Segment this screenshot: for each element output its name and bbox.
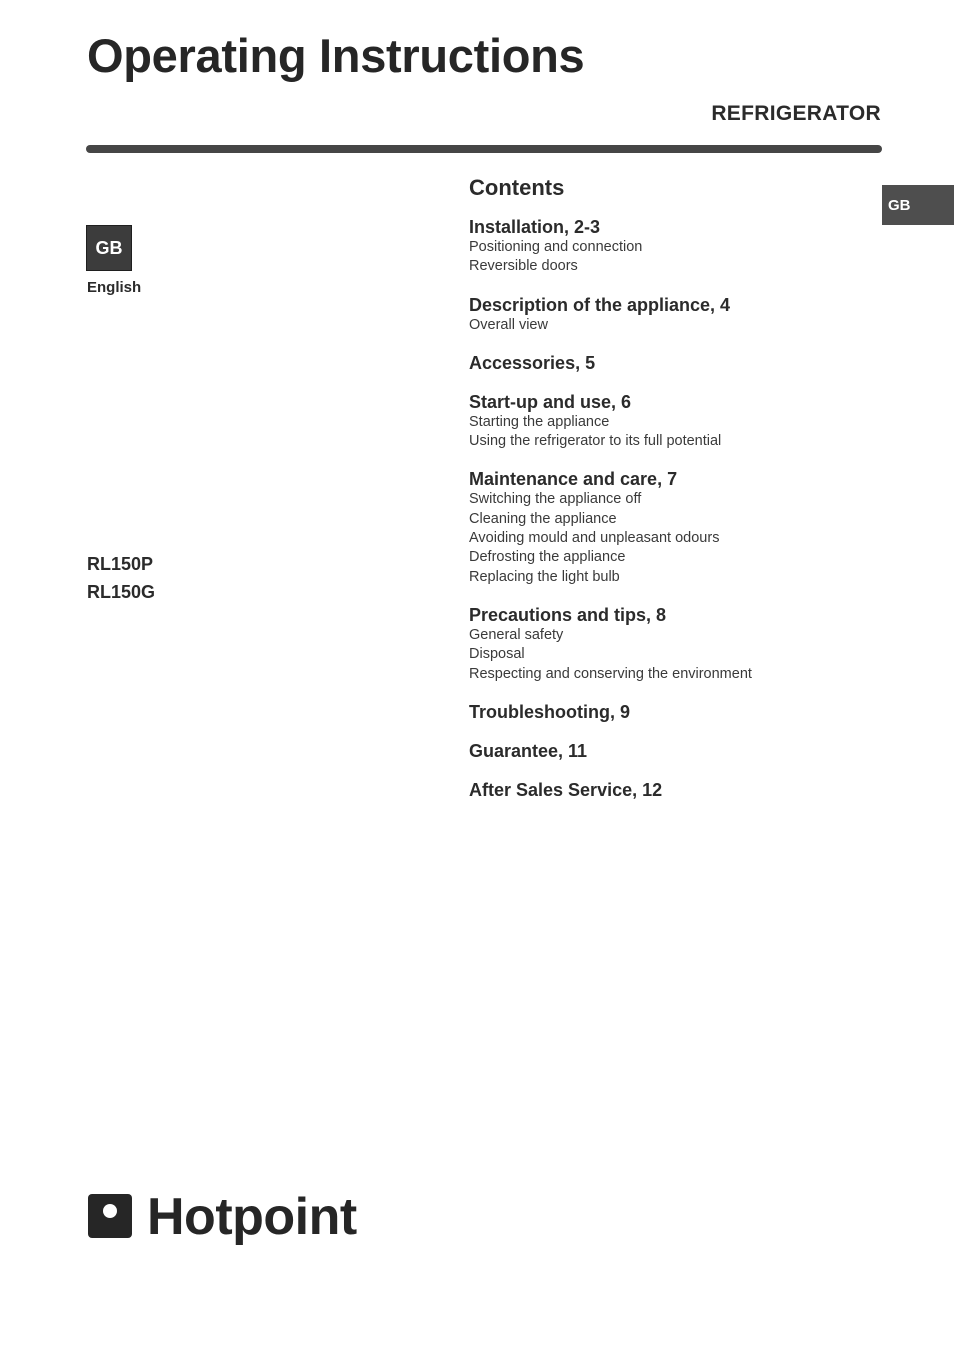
section-subitem: Reversible doors xyxy=(469,258,578,275)
contents-section xyxy=(469,391,889,452)
contents-section xyxy=(469,216,889,277)
product-type: REFRIGERATOR xyxy=(711,102,881,125)
section-subitem: Overall view xyxy=(469,316,548,333)
section-title: Start-up and use, 6 xyxy=(469,391,632,412)
section-subitem: Avoiding mould and unpleasant odours xyxy=(469,530,720,547)
section-subitem: Replacing the light bulb xyxy=(469,568,620,585)
header-divider xyxy=(86,145,882,153)
section-title: Maintenance and care, 7 xyxy=(469,469,678,490)
brand-name: Hotpoint xyxy=(147,1188,357,1246)
contents-section xyxy=(469,604,889,684)
section-subitem: Starting the appliance xyxy=(469,413,610,430)
section-title: Installation, 2-3 xyxy=(469,217,601,237)
section-subitem: Using the refrigerator to its full potential xyxy=(469,433,722,450)
table-of-contents xyxy=(469,175,889,818)
contents-section xyxy=(469,740,889,762)
section-subitem: General safety xyxy=(469,626,564,643)
language-name: English xyxy=(87,279,142,296)
contents-section xyxy=(469,294,889,335)
hotpoint-logo-icon xyxy=(88,1194,132,1238)
section-title: Description of the appliance, 4 xyxy=(469,294,731,315)
section-title: Precautions and tips, 8 xyxy=(469,604,667,625)
language-side-tab: GB xyxy=(882,185,954,225)
section-subitem: Respecting and conserving the environment xyxy=(469,665,752,682)
model-number: RL150G xyxy=(87,582,156,602)
section-title: After Sales Service, 12 xyxy=(469,779,663,800)
brand-logo xyxy=(88,1188,357,1248)
section-subitem: Positioning and connection xyxy=(469,239,643,255)
page-title: Operating Instructions xyxy=(87,29,585,82)
contents-sections xyxy=(469,216,889,801)
section-subitem: Defrosting the appliance xyxy=(469,549,626,566)
section-title: Accessories, 5 xyxy=(469,352,596,373)
contents-section xyxy=(469,352,889,374)
section-subitem: Switching the appliance off xyxy=(469,491,642,508)
language-badge: GB xyxy=(86,225,132,271)
section-subitem: Cleaning the appliance xyxy=(469,510,617,527)
contents-section xyxy=(469,701,889,723)
section-title: Guarantee, 11 xyxy=(469,740,588,761)
section-title: Troubleshooting, 9 xyxy=(469,701,630,722)
model-list xyxy=(87,550,155,606)
section-subitem: Disposal xyxy=(469,646,525,663)
contents-section xyxy=(469,468,889,586)
model-number: RL150P xyxy=(87,554,154,574)
contents-section xyxy=(469,779,889,801)
contents-heading: Contents xyxy=(469,175,565,200)
